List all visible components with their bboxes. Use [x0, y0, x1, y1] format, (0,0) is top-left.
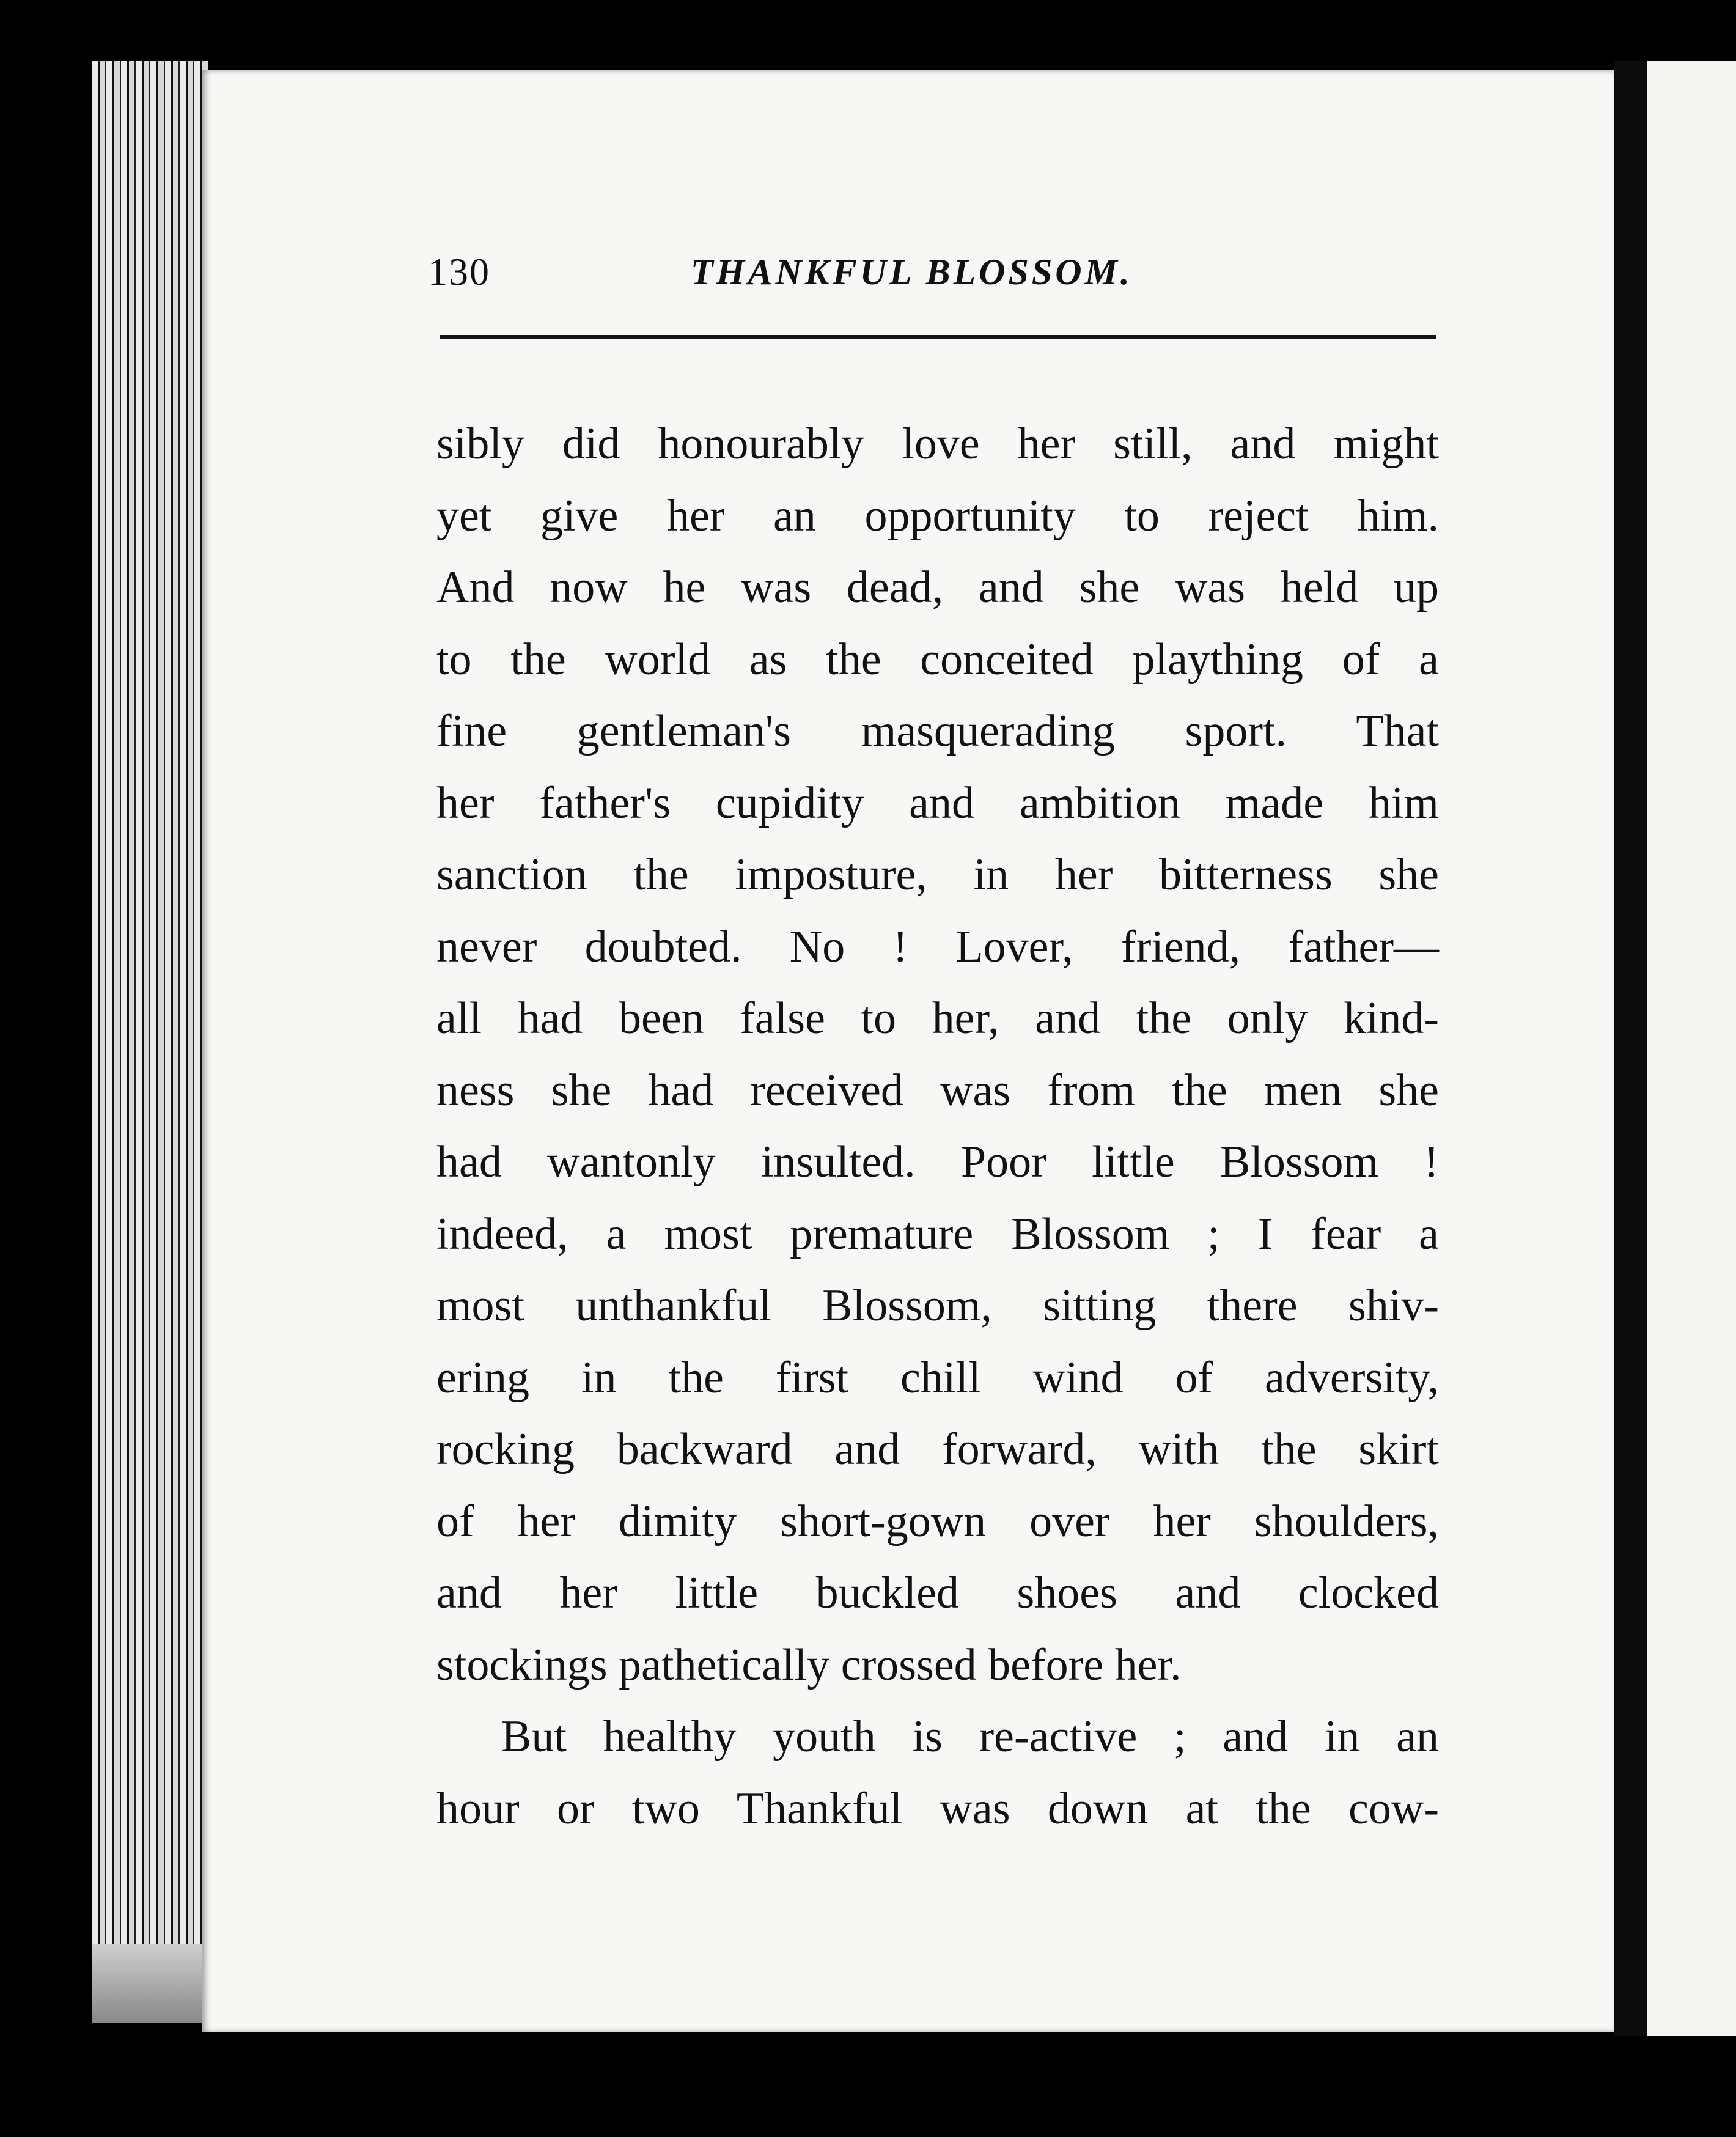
text-line: of her dimity short-gown over her shoulders, [436, 1496, 1439, 1547]
text-line: never doubted. No ! Lover, friend, father— [436, 921, 1439, 972]
gutter-shadow [1614, 61, 1647, 2036]
header-rule [440, 335, 1436, 339]
text-line: rocking backward and forward, with the skirt [436, 1424, 1439, 1474]
paragraph-start-line: But healthy youth is re-active ; and in an [501, 1712, 1439, 1762]
text-line: ering in the first chill wind of adversity, [436, 1352, 1439, 1403]
text-line: to the world as the conceited plaything of a [436, 634, 1439, 685]
text-line: all had been false to her, and the only kind- [436, 993, 1439, 1043]
page-number: 130 [428, 250, 490, 293]
text-line: had wantonly insulted. Poor little Blossom ! [436, 1137, 1439, 1187]
running-title: THANKFUL BLOSSOM. [691, 252, 1133, 292]
body-text [436, 408, 1439, 1845]
page-edges-bottom [92, 1944, 214, 2023]
text-line: stockings pathetically crossed before her. [436, 1639, 1182, 1690]
facing-page-edge [1647, 61, 1736, 2036]
page-edges-left [92, 61, 208, 2005]
text-line: fine gentleman's masquerading sport. That [436, 706, 1439, 756]
text-line: indeed, a most premature Blossom ; I fear a [436, 1208, 1439, 1259]
text-line: and her little buckled shoes and clocked [436, 1568, 1439, 1618]
page-header [428, 238, 1443, 306]
text-line: hour or two Thankful was down at the cow- [436, 1783, 1439, 1834]
text-line: yet give her an opportunity to reject him. [436, 490, 1439, 541]
text-line: her father's cupidity and ambition made him [436, 778, 1439, 828]
text-line: most unthankful Blossom, sitting there shiv- [436, 1281, 1439, 1331]
text-line: sibly did honourably love her still, and might [436, 419, 1439, 469]
text-line: And now he was dead, and she was held up [436, 562, 1439, 612]
text-line: sanction the imposture, in her bitterness she [436, 850, 1439, 900]
text-line: ness she had received was from the men she [436, 1065, 1439, 1116]
